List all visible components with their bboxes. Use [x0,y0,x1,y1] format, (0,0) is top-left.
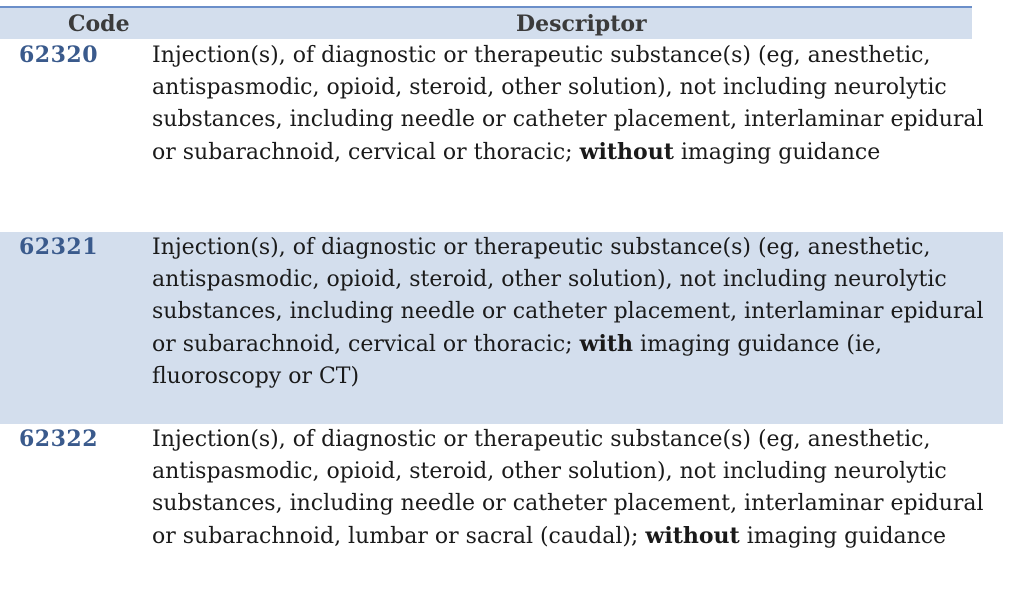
descriptor-cell [152,424,992,553]
descriptor-text: Injection(s), of diagnostic or therapeutic substance(s) (eg, anesthetic, antispasmodic, opioid, steroid, other solution), not including neurolytic substances, including needle or catheter placement, interlaminar epidural or subarachnoid, cervical or thoracic; [152,43,984,165]
table-row [0,424,1003,608]
descriptor-emphasis: without [645,523,740,549]
header-descriptor: Descriptor [516,11,647,37]
descriptor-text-end: imaging guidance [680,140,881,165]
descriptor-text: Injection(s), of diagnostic or therapeutic substance(s) (eg, anesthetic, antispasmodic, opioid, steroid, other solution), not including neurolytic substances, including needle or catheter placement, interlaminar epidural or subarachnoid, lumbar or sacral (caudal); [152,427,984,549]
descriptor-text: Injection(s), of diagnostic or therapeutic substance(s) (eg, anesthetic, antispasmodic, opioid, steroid, other solution), not including neurolytic substances, including needle or catheter placement, interlaminar epidural or subarachnoid, cervical or thoracic; [152,235,984,357]
code-cell: 62322 [19,426,99,452]
descriptor-cell [152,40,992,169]
code-cell: 62321 [19,234,99,260]
descriptor-text-end: imaging guidance [746,524,947,549]
table-row [0,40,1003,232]
table-row [0,232,1003,424]
header-code: Code [68,11,130,37]
descriptor-cell [152,232,992,393]
descriptor-emphasis: with [579,331,634,357]
descriptor-emphasis: without [579,139,674,165]
code-cell: 62320 [19,42,99,68]
descriptor-text-end: imaging guidance (ie, fluoroscopy or CT) [152,332,883,389]
table-header [0,6,972,39]
